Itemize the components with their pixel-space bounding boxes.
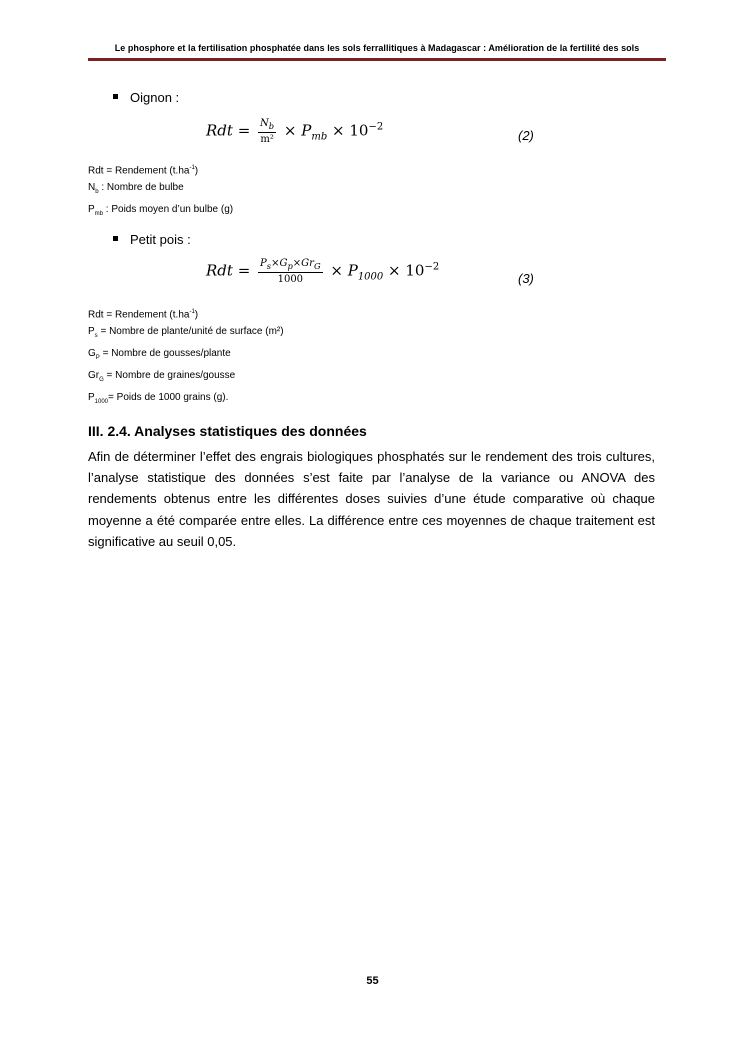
eq-fraction-denominator: 1000: [277, 274, 304, 285]
def-text: = Nombre de graines/gousse: [103, 370, 236, 382]
definitions-eq2: [88, 162, 233, 221]
bullet-label: Petit pois :: [130, 232, 191, 247]
def-text: ): [194, 309, 199, 321]
definition-line: [88, 306, 284, 321]
def-symbol: Rdt = Rendement (t.ha: [88, 165, 190, 177]
def-symbol: Rdt = Rendement (t.ha: [88, 309, 190, 321]
section-paragraph: Afin de déterminer l’effet des engrais biologiques phosphatés sur le rendement des trois cultures, l’analyse statistique des données s’est faite par l’analyse de la variance ou ANOVA des rendements obtenus entre les différentes doses suivies d’une étude comparative où chaque moyenne a été comparée entre elles. La différence entre ces moyennes de chaque traitement est significative au seuil 0,05.: [88, 449, 655, 549]
definition-line: [88, 391, 284, 409]
eq-rhs-tail: × 10: [327, 121, 369, 140]
num-subscript: b: [268, 121, 275, 131]
eq-fraction: [258, 118, 276, 145]
def-text: = Poids de 1000 grains (g).: [108, 392, 229, 404]
section-heading: III. 2.4. Analyses statistiques des données: [88, 423, 367, 439]
square-bullet-icon: [113, 236, 118, 241]
def-text: ): [194, 165, 199, 177]
bullet-label: Oignon :: [130, 90, 180, 105]
num-symbol: P: [260, 258, 267, 269]
num-subscript: p: [287, 261, 293, 271]
def-symbol: P: [88, 326, 95, 338]
num-symbol: N: [260, 118, 269, 129]
num-subscript: s: [266, 261, 272, 271]
def-sub: P: [95, 355, 100, 362]
def-sup: -1: [189, 165, 195, 171]
equation-2: [206, 118, 383, 145]
def-symbol: G: [88, 348, 96, 360]
eq-exponent: −2: [368, 121, 384, 133]
eq-rhs: × P: [283, 121, 312, 140]
eq-lhs: Rdt =: [206, 121, 251, 140]
def-sub: G: [99, 377, 104, 384]
def-sup: -1: [189, 309, 195, 315]
bullet-petit-pois: [113, 232, 191, 247]
header-rule: [88, 58, 666, 61]
eq-fraction: [258, 258, 323, 285]
def-sub: b: [95, 189, 99, 196]
eq-fraction-numerator: [258, 118, 276, 133]
page-number: 55: [366, 975, 379, 987]
definition-line: [88, 181, 233, 199]
square-bullet-icon: [113, 94, 118, 99]
eq-rhs-tail: × 10: [383, 261, 425, 280]
definition-line: [88, 369, 284, 387]
eq-lhs: Rdt =: [206, 261, 251, 280]
definition-line: [88, 162, 233, 177]
equation-number-3: (3): [518, 271, 534, 286]
def-symbol: N: [88, 182, 96, 194]
definition-line: [88, 203, 233, 221]
definitions-eq3: [88, 306, 284, 409]
bullet-oignon: [113, 90, 179, 105]
eq-fraction-numerator: [258, 258, 323, 273]
def-text: : Poids moyen d’un bulbe (g): [103, 204, 234, 216]
definition-line: [88, 325, 284, 343]
def-sub: s: [94, 333, 98, 340]
def-sub: mb: [94, 211, 104, 218]
num-symbol: ×G: [271, 258, 288, 269]
equation-number-2: (2): [518, 128, 534, 143]
def-text: : Nombre de bulbe: [98, 182, 184, 194]
eq-rhs-subscript: 1000: [357, 271, 384, 283]
def-text: = Nombre de gousses/plante: [99, 348, 231, 360]
num-subscript: G: [313, 261, 321, 271]
equation-3: [206, 258, 439, 285]
def-symbol: Gr: [88, 370, 100, 382]
num-symbol: ×Gr: [292, 258, 314, 269]
def-symbol: P: [88, 204, 95, 216]
running-header: Le phosphore et la fertilisation phosphatée dans les sols ferrallitiques à Madagascar : Amélioration de la fertilité des sols: [114, 43, 640, 53]
def-sub: 1000: [94, 399, 109, 406]
definition-line: [88, 347, 284, 365]
eq-exponent: −2: [424, 261, 440, 273]
eq-fraction-denominator: m²: [260, 134, 274, 145]
def-text: = Nombre de plante/unité de surface (m²): [97, 326, 284, 338]
def-symbol: P: [88, 392, 95, 404]
eq-rhs: × P: [330, 261, 358, 280]
eq-rhs-subscript: mb: [311, 131, 328, 143]
